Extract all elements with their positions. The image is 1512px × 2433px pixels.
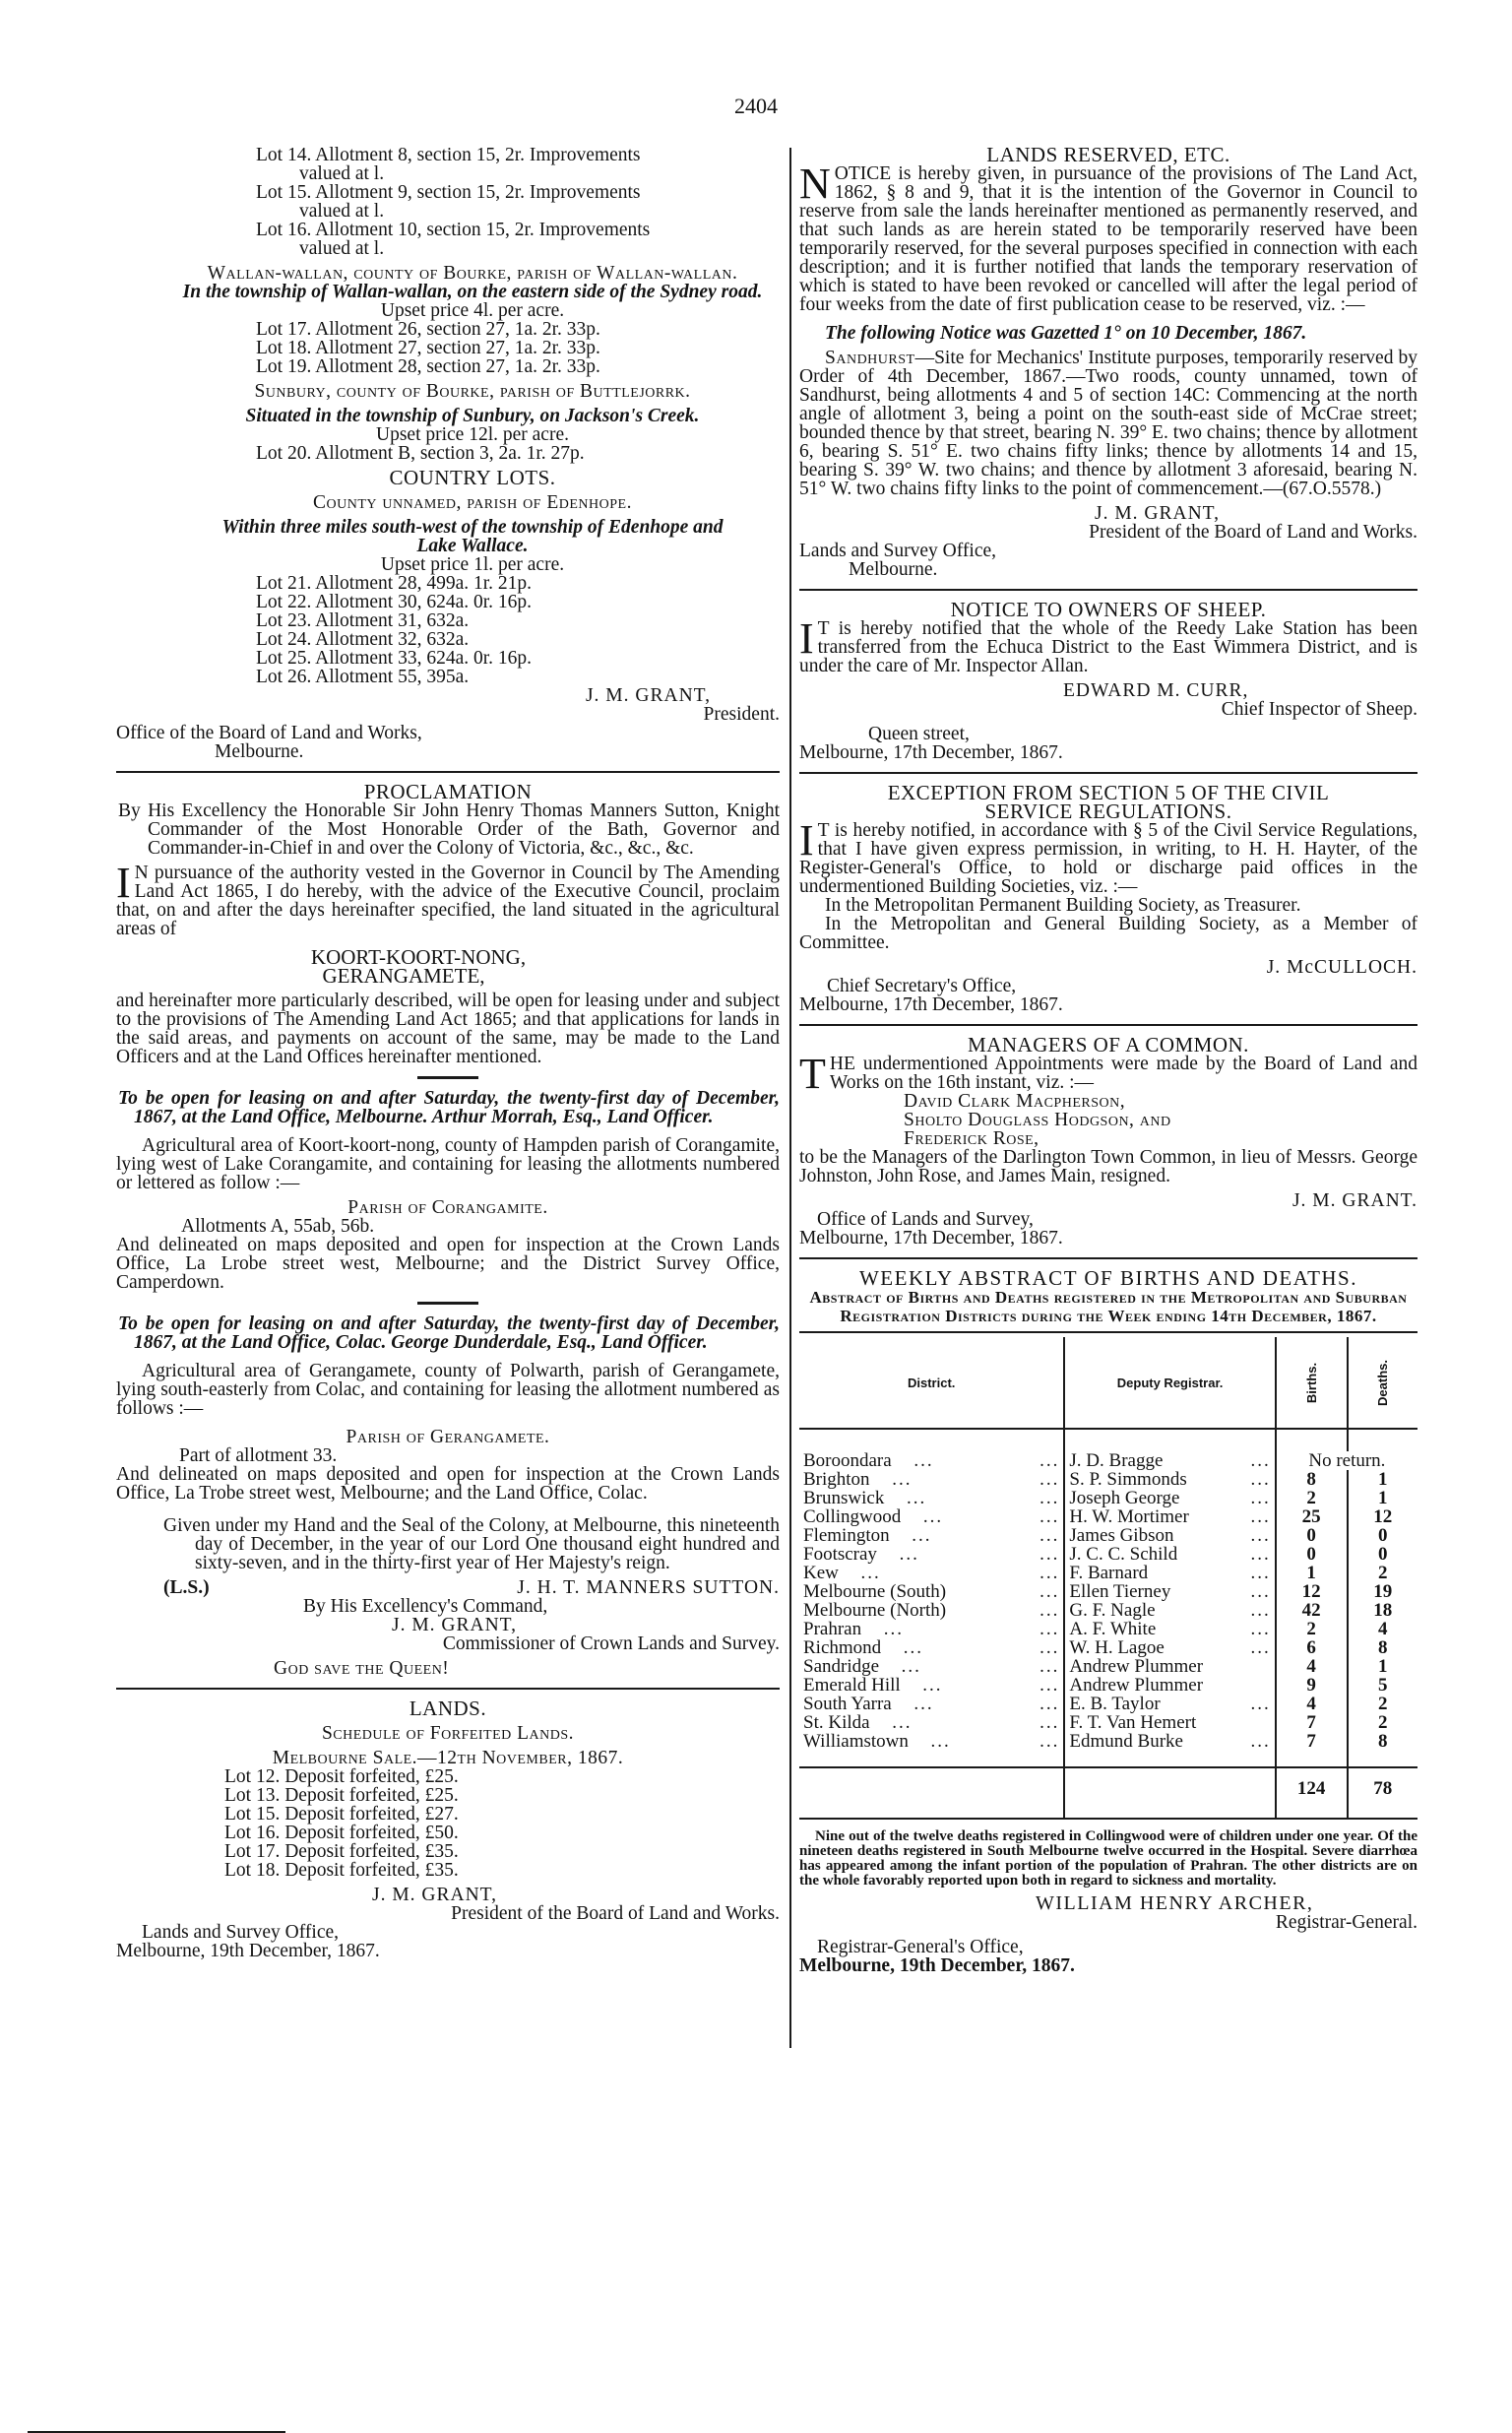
table-row bbox=[799, 1489, 1418, 1507]
proclamation bbox=[116, 780, 780, 1961]
registrar-cell: G. F. Nagle ... bbox=[1064, 1601, 1275, 1620]
total-deaths: 78 bbox=[1348, 1767, 1418, 1808]
deaths-cell: 19 bbox=[1348, 1582, 1418, 1601]
deaths-cell: 8 bbox=[1348, 1732, 1418, 1751]
managers-names bbox=[799, 1092, 1418, 1148]
column-divider bbox=[789, 148, 791, 2048]
area-description: Agricultural area of Gerangamete, county of Polwarth, parish of Gerangamete, lying south-easterly from Colac, and containing for leasing the allotment numbered as follows :— bbox=[116, 1361, 780, 1419]
country-lots-list bbox=[165, 574, 780, 686]
manager-name: Frederick Rose, bbox=[904, 1128, 1040, 1149]
lot-item: Lot 14. Allotment 8, section 15, 2r. Improvements valued at l. bbox=[256, 145, 641, 184]
births-cell: 12 bbox=[1276, 1582, 1348, 1601]
signature: EDWARD M. CURR, bbox=[1063, 680, 1249, 701]
table-row bbox=[799, 1676, 1418, 1695]
lot-item: Lot 18. Deposit forfeited, £35. bbox=[224, 1860, 459, 1881]
lot-item: Lot 20. Allotment B, section 3, 2a. 1r. 27p. bbox=[256, 443, 585, 464]
district-cell: South Yarra ... ... bbox=[803, 1694, 1060, 1714]
registrar-cell: James Gibson ... bbox=[1064, 1526, 1275, 1545]
lot-item: Lot 17. Deposit forfeited, £35. bbox=[224, 1841, 459, 1862]
district-cell: Boroondara ... ... bbox=[803, 1450, 1060, 1471]
deaths-cell: 2 bbox=[1348, 1564, 1418, 1582]
births-cell: 25 bbox=[1276, 1507, 1348, 1526]
registrar-cell: J. C. C. Schild ... bbox=[1064, 1545, 1275, 1564]
signature-title: President of the Board of Land and Works. bbox=[451, 1903, 780, 1924]
district-cell: Brighton ... ... bbox=[803, 1469, 1060, 1490]
office-line: Melbourne, 17th December, 1867. bbox=[799, 1228, 1063, 1249]
registrar-cell: A. F. White ... bbox=[1064, 1620, 1275, 1638]
office-line: Melbourne, 19th December, 1867. bbox=[799, 1955, 1075, 1976]
births-subtitle: Abstract of Births and Deaths registered in the Metropolitan and Suburban Registration Districts during the Week ending 14th December, 1867. bbox=[809, 1288, 1408, 1325]
signature-title: Chief Inspector of Sheep. bbox=[1221, 699, 1418, 720]
table-row bbox=[799, 1526, 1418, 1545]
deaths-cell: 1 bbox=[1348, 1657, 1418, 1676]
deaths-cell: 18 bbox=[1348, 1601, 1418, 1620]
wallan-lots bbox=[165, 320, 780, 376]
no-return-cell: No return. bbox=[1276, 1451, 1418, 1470]
registrar-cell: S. P. Simmonds ... bbox=[1064, 1470, 1275, 1489]
sunbury-price: Upset price 12l. per acre. bbox=[376, 424, 569, 445]
lots-improvements bbox=[165, 146, 780, 258]
lot-item: Lot 21. Allotment 28, 499a. 1r. 21p. bbox=[256, 573, 533, 594]
district-cell: Williamstown ... ... bbox=[803, 1731, 1060, 1752]
office-line: Melbourne. bbox=[215, 741, 304, 762]
births-cell: 7 bbox=[1276, 1713, 1348, 1732]
area-name: GERANGAMETE, bbox=[322, 964, 485, 988]
office-line: Queen street, bbox=[868, 724, 970, 744]
registrar-cell: F. Barnard ... bbox=[1064, 1564, 1275, 1582]
births-cell: 4 bbox=[1276, 1695, 1348, 1713]
forfeited-lots bbox=[116, 1767, 780, 1880]
proclamation-title: PROCLAMATION bbox=[363, 780, 533, 803]
district-cell: Kew ... ... bbox=[803, 1563, 1060, 1583]
registrar-cell: E. B. Taylor ... bbox=[1064, 1695, 1275, 1713]
births-cell: 7 bbox=[1276, 1732, 1348, 1751]
signature-title: President of the Board of Land and Works. bbox=[1089, 522, 1418, 543]
registrar-cell: Joseph George ... bbox=[1064, 1489, 1275, 1507]
births-cell: 42 bbox=[1276, 1601, 1348, 1620]
deaths-cell: 5 bbox=[1348, 1676, 1418, 1695]
district-cell: Flemington ... ... bbox=[803, 1525, 1060, 1546]
office-line: Registrar-General's Office, bbox=[817, 1937, 1024, 1957]
registrar-cell: J. D. Bragge ... bbox=[1064, 1451, 1275, 1470]
parish-heading: Parish of Gerangamete. bbox=[346, 1427, 550, 1447]
office-line: Melbourne, 19th December, 1867. bbox=[116, 1941, 380, 1961]
signature: J. McCULLOCH. bbox=[1266, 957, 1418, 978]
lot-item: Lot 16. Deposit forfeited, £50. bbox=[224, 1823, 459, 1843]
left-column bbox=[116, 145, 780, 1961]
sunbury-subheading: Situated in the township of Sunbury, on Jackson's Creek. bbox=[245, 406, 700, 426]
page-number: 2404 bbox=[734, 94, 778, 118]
wallan-price: Upset price 4l. per acre. bbox=[380, 300, 565, 321]
table-row bbox=[799, 1601, 1418, 1620]
deaths-cell: 2 bbox=[1348, 1713, 1418, 1732]
lot-item: Lot 16. Allotment 10, section 15, 2r. Improvements valued at l. bbox=[256, 220, 651, 259]
table-row bbox=[799, 1620, 1418, 1638]
column-header-district: District. bbox=[799, 1337, 1064, 1429]
deaths-cell: 2 bbox=[1348, 1695, 1418, 1713]
registrar-cell: Edmund Burke ... bbox=[1064, 1732, 1275, 1751]
signature: J. M. GRANT, bbox=[372, 1885, 498, 1905]
births-cell: 2 bbox=[1276, 1489, 1348, 1507]
country-lots-price: Upset price 1l. per acre. bbox=[380, 554, 565, 575]
manager-name: Sholto Douglass Hodgson, and bbox=[904, 1110, 1171, 1130]
country-lots-subheading: Within three miles south-west of the township of Edenhope and Lake Wallace. bbox=[221, 517, 724, 556]
deaths-cell: 4 bbox=[1348, 1620, 1418, 1638]
district-cell: Prahran ... ... bbox=[803, 1619, 1060, 1639]
births-cell: 1 bbox=[1276, 1564, 1348, 1582]
exception-item: In the Metropolitan Permanent Building Society, as Treasurer. bbox=[825, 895, 1301, 916]
lot-item: Lot 15. Deposit forfeited, £27. bbox=[224, 1804, 459, 1825]
table-row bbox=[799, 1470, 1418, 1489]
allotments: Part of allotment 33. bbox=[179, 1445, 338, 1466]
births-cell: 2 bbox=[1276, 1620, 1348, 1638]
exception-item: In the Metropolitan and General Building Society, as a Member of Committee. bbox=[799, 914, 1418, 953]
sandhurst-notice: Sandhurst—Site for Mechanics' Institute purposes, temporarily reserved by Order of 4th December, 1867.—Two roods, county unnamed, town of Sandhurst, being allotments 4 and 5 of section 14C: Commencing at the north angle of allotment 3, being a point on the south-east side of McCrae street; bounded thence by that street, bearing N. 39° E. two chains; thence by allotment 6, bearing S. 51° E. two chains fifty links; thence by allotments 14 and 15, bearing S. 39° W. two chains; and thence by allotment 3 aforesaid, bearing N. 51° W. two chains fifty links to the point of commencement.—(67.O.5578.) bbox=[799, 348, 1418, 499]
deaths-cell: 0 bbox=[1348, 1545, 1418, 1564]
leasing-notice: To be open for leasing on and after Saturday, the twenty-first day of December, 1867, at the Land Office, Colac. George Dunderdale, Esq., Land Officer. bbox=[118, 1313, 780, 1353]
lands-subtitle: Schedule of Forfeited Lands. bbox=[321, 1723, 575, 1744]
births-cell: 6 bbox=[1276, 1638, 1348, 1657]
lands-title: LANDS. bbox=[409, 1697, 487, 1720]
wallan-heading: Wallan-wallan, county of Bourke, parish of Wallan-wallan. bbox=[207, 263, 738, 284]
gazetted-note: The following Notice was Gazetted 1° on 10 December, 1867. bbox=[825, 323, 1307, 344]
exception-title: EXCEPTION FROM SECTION 5 OF THE CIVIL bbox=[887, 781, 1330, 804]
reserved-body: NOTICE is hereby given, in pursuance of the provisions of The Land Act, 1862, § 8 and 9, that it is the intention of the Governor in Council to reserve from sale the lands hereinafter mentioned as permanently reserved, and that such lands as are herein stated to be temporarily reserved have been temporarily reserved, for the several purposes specified in connection with each description; and it is further notified that lands the temporary reservation of which is stated to have been revoked or cancelled will after the legal period of four weeks from the date of first publication cease to be reserved, viz. :— bbox=[799, 160, 1418, 315]
office-line: Melbourne. bbox=[849, 559, 938, 580]
table-row bbox=[799, 1564, 1418, 1582]
lot-item: Lot 18. Allotment 27, section 27, 1a. 2r. 33p. bbox=[256, 338, 600, 358]
signature: J. M. GRANT. bbox=[1292, 1190, 1418, 1211]
reserved-title: LANDS RESERVED, ETC. bbox=[986, 143, 1230, 166]
district-cell: Melbourne (South) ... bbox=[803, 1581, 1060, 1602]
signature: J. M. GRANT, bbox=[392, 1615, 518, 1635]
deaths-cell: 0 bbox=[1348, 1526, 1418, 1545]
office-line: Office of the Board of Land and Works, bbox=[116, 723, 422, 743]
births-cell: 8 bbox=[1276, 1470, 1348, 1489]
given-under-hand: Given under my Hand and the Seal of the Colony, at Melbourne, this nineteenth day of December, in the year of our Lord One thousand eight hundred and sixty-seven, and in the thirty-first year of Her Majesty's reign. bbox=[163, 1515, 780, 1573]
table-row bbox=[799, 1545, 1418, 1564]
district-cell: Brunswick ... ... bbox=[803, 1488, 1060, 1508]
office-line: Chief Secretary's Office, bbox=[827, 976, 1017, 996]
registrar-cell: Ellen Tierney ... bbox=[1064, 1582, 1275, 1601]
office-line: Office of Lands and Survey, bbox=[817, 1209, 1034, 1230]
seal-mark: (L.S.) bbox=[163, 1577, 210, 1598]
table-row bbox=[799, 1451, 1418, 1470]
district-cell: Emerald Hill ... ... bbox=[803, 1675, 1060, 1696]
lot-item: Lot 24. Allotment 32, 632a. bbox=[256, 629, 470, 650]
lot-item: Lot 19. Allotment 28, section 27, 1a. 2r. 33p. bbox=[256, 356, 600, 377]
delineated: And delineated on maps deposited and open for inspection at the Crown Lands Office, La Lrobe street west, Melbourne; and the District Survey Office, Camperdown. bbox=[116, 1235, 780, 1293]
deaths-cell: 1 bbox=[1348, 1489, 1418, 1507]
lot-item: Lot 17. Allotment 26, section 27, 1a. 2r. 33p. bbox=[256, 319, 600, 340]
delineated: And delineated on maps deposited and open for inspection at the Crown Lands Office, La Trobe street west, Melbourne; and the Land Office, Colac. bbox=[116, 1464, 780, 1504]
right-column bbox=[799, 143, 1418, 1976]
signature: J. M. GRANT, bbox=[1095, 503, 1221, 524]
births-title: WEEKLY ABSTRACT OF BIRTHS AND DEATHS. bbox=[858, 1266, 1357, 1290]
district-cell: St. Kilda ... ... bbox=[803, 1712, 1060, 1733]
district-cell: Footscray ... ... bbox=[803, 1544, 1060, 1565]
district-cell: Sandridge ... ... bbox=[803, 1656, 1060, 1677]
signature: J. M. GRANT, bbox=[585, 685, 711, 706]
registrar-cell: Andrew Plummer bbox=[1064, 1676, 1275, 1695]
lot-item: Lot 13. Deposit forfeited, £25. bbox=[224, 1785, 459, 1806]
table-row bbox=[799, 1695, 1418, 1713]
table-row bbox=[799, 1507, 1418, 1526]
proclamation-body: and hereinafter more particularly described, will be open for leasing under and subject to the provisions of The Amending Land Act 1865; and that applications for lands in the said areas, and payments on account of the same, may be made to the Land Officers and at the Land Offices hereinafter mentioned. bbox=[116, 991, 780, 1067]
column-header-deaths: Deaths. bbox=[1348, 1337, 1418, 1429]
table-row bbox=[799, 1732, 1418, 1751]
managers-title: MANAGERS OF A COMMON. bbox=[968, 1033, 1249, 1056]
signature-title: President. bbox=[703, 704, 780, 725]
allotments: Allotments A, 55ab, 56b. bbox=[181, 1216, 375, 1237]
lot-item: Lot 25. Allotment 33, 624a. 0r. 16p. bbox=[256, 648, 533, 669]
registrar-cell: Andrew Plummer bbox=[1064, 1657, 1275, 1676]
sunbury-heading: Sunbury, county of Bourke, parish of Buttlejorrk. bbox=[254, 381, 691, 402]
deaths-cell: 1 bbox=[1348, 1470, 1418, 1489]
lot-item: Lot 22. Allotment 30, 624a. 0r. 16p. bbox=[256, 592, 533, 612]
governor-signature: J. H. T. MANNERS SUTTON. bbox=[517, 1577, 780, 1598]
district-cell: Melbourne (North) ... bbox=[803, 1600, 1060, 1621]
lot-item: Lot 15. Allotment 9, section 15, 2r. Improvements valued at l. bbox=[256, 182, 641, 222]
office-line: Melbourne, 17th December, 1867. bbox=[799, 742, 1063, 763]
lot-item: Lot 12. Deposit forfeited, £25. bbox=[224, 1766, 459, 1787]
signature: WILLIAM HENRY ARCHER, bbox=[1036, 1892, 1314, 1914]
table-row bbox=[799, 1582, 1418, 1601]
column-header-births: Births. bbox=[1276, 1337, 1348, 1429]
proclamation-body: I N pursuance of the authority vested in the Governor in Council by The Amending Land Act 1865, I do hereby, with the advice of the Executive Council, proclaim that, on and after the days hereinafter specified, the land situated in the agricultural areas of bbox=[116, 859, 780, 939]
births-note: Nine out of the twelve deaths registered in Collingwood were of children under one year. Of the nineteen deaths registered in South Melbourne twelve occurred in the Hospital. Severe diarrhœa has appeared among the infant portion of the population of Prahran. The other districts are on the whole favorably reported upon both in regard to sickness and mortality. bbox=[799, 1828, 1418, 1889]
column-header-registrar: Deputy Registrar. bbox=[1064, 1337, 1275, 1429]
sheep-body: I T is hereby notified that the whole of the Reedy Lake Station has been transferred from the Echuca District to the East Wimmera District, and is under the care of Mr. Inspector Allan. bbox=[799, 614, 1418, 676]
manager-name: David Clark Macpherson, bbox=[904, 1091, 1126, 1112]
parish-heading: Parish of Corangamite. bbox=[347, 1197, 548, 1218]
area-description: Agricultural area of Koort-koort-nong, county of Hampden parish of Corangamite, lying west of Lake Corangamite, and containing for leasing the allotments numbered or lettered as follow :— bbox=[116, 1135, 780, 1193]
god-save-the-queen: God save the Queen! bbox=[274, 1658, 450, 1679]
leasing-notice: To be open for leasing on and after Saturday, the twenty-first day of December, 1867, at the Land Office, Melbourne. Arthur Morrah, Esq., Land Officer. bbox=[118, 1088, 780, 1127]
lot-item: Lot 23. Allotment 31, 632a. bbox=[256, 610, 470, 631]
country-lots-heading: County unnamed, parish of Edenhope. bbox=[313, 492, 632, 513]
sheep-title: NOTICE TO OWNERS OF SHEEP. bbox=[950, 598, 1267, 621]
births-deaths-table bbox=[799, 1337, 1418, 1820]
office-line: Lands and Survey Office, bbox=[799, 541, 996, 561]
signature-title: Commissioner of Crown Lands and Survey. bbox=[442, 1633, 780, 1654]
table-row bbox=[799, 1657, 1418, 1676]
command: By His Excellency's Command, bbox=[303, 1596, 548, 1617]
country-lots-title: COUNTRY LOTS. bbox=[389, 466, 556, 489]
managers-body: to be the Managers of the Darlington Town Common, in lieu of Messrs. George Johnston, John Rose, and James Main, resigned. bbox=[799, 1147, 1418, 1186]
proclamation-preamble: By His Excellency the Honorable Sir John Henry Thomas Manners Sutton, Knight Commander of the Most Honorable Order of the Bath, Governor and Commander-in-Chief in and over the Colony of Victoria, &c., &c., &c. bbox=[118, 800, 780, 859]
births-cell: 9 bbox=[1276, 1676, 1348, 1695]
deaths-cell: 8 bbox=[1348, 1638, 1418, 1657]
registrar-cell: F. T. Van Hemert bbox=[1064, 1713, 1275, 1732]
exception-title: SERVICE REGULATIONS. bbox=[984, 800, 1232, 823]
wallan-subheading: In the township of Wallan-wallan, on the eastern side of the Sydney road. bbox=[182, 282, 763, 302]
deaths-cell: 12 bbox=[1348, 1507, 1418, 1526]
exception-body: I T is hereby notified, in accordance with § 5 of the Civil Service Regulations, that I have given express permission, in writing, to H. H. Hayter, of the Register-General's Office, to hold or discharge paid offices in the undermentioned Building Societies, viz. :— bbox=[799, 816, 1418, 897]
office-line: Lands and Survey Office, bbox=[142, 1922, 339, 1943]
births-cell: 4 bbox=[1276, 1657, 1348, 1676]
managers-body: THE undermentioned Appointments were made by the Board of Land and Works on the 16th instant, viz. :— bbox=[799, 1050, 1418, 1098]
births-cell: 0 bbox=[1276, 1545, 1348, 1564]
table-row bbox=[799, 1638, 1418, 1657]
table-row bbox=[799, 1713, 1418, 1732]
district-cell: Richmond ... ... bbox=[803, 1637, 1060, 1658]
area-name: KOORT-KOORT-NONG, bbox=[310, 945, 527, 969]
lands-sale: Melbourne Sale.—12th November, 1867. bbox=[272, 1748, 624, 1768]
signature-title: Registrar-General. bbox=[1275, 1912, 1418, 1933]
registrar-cell: W. H. Lagoe ... bbox=[1064, 1638, 1275, 1657]
totals-row bbox=[799, 1767, 1418, 1808]
lot-item: Lot 26. Allotment 55, 395a. bbox=[256, 667, 470, 687]
births-cell: 0 bbox=[1276, 1526, 1348, 1545]
office-line: Melbourne, 17th December, 1867. bbox=[799, 994, 1063, 1015]
table-header bbox=[799, 1337, 1418, 1429]
registrar-cell: H. W. Mortimer ... bbox=[1064, 1507, 1275, 1526]
district-cell: Collingwood ... ... bbox=[803, 1506, 1060, 1527]
total-births: 124 bbox=[1276, 1767, 1348, 1808]
